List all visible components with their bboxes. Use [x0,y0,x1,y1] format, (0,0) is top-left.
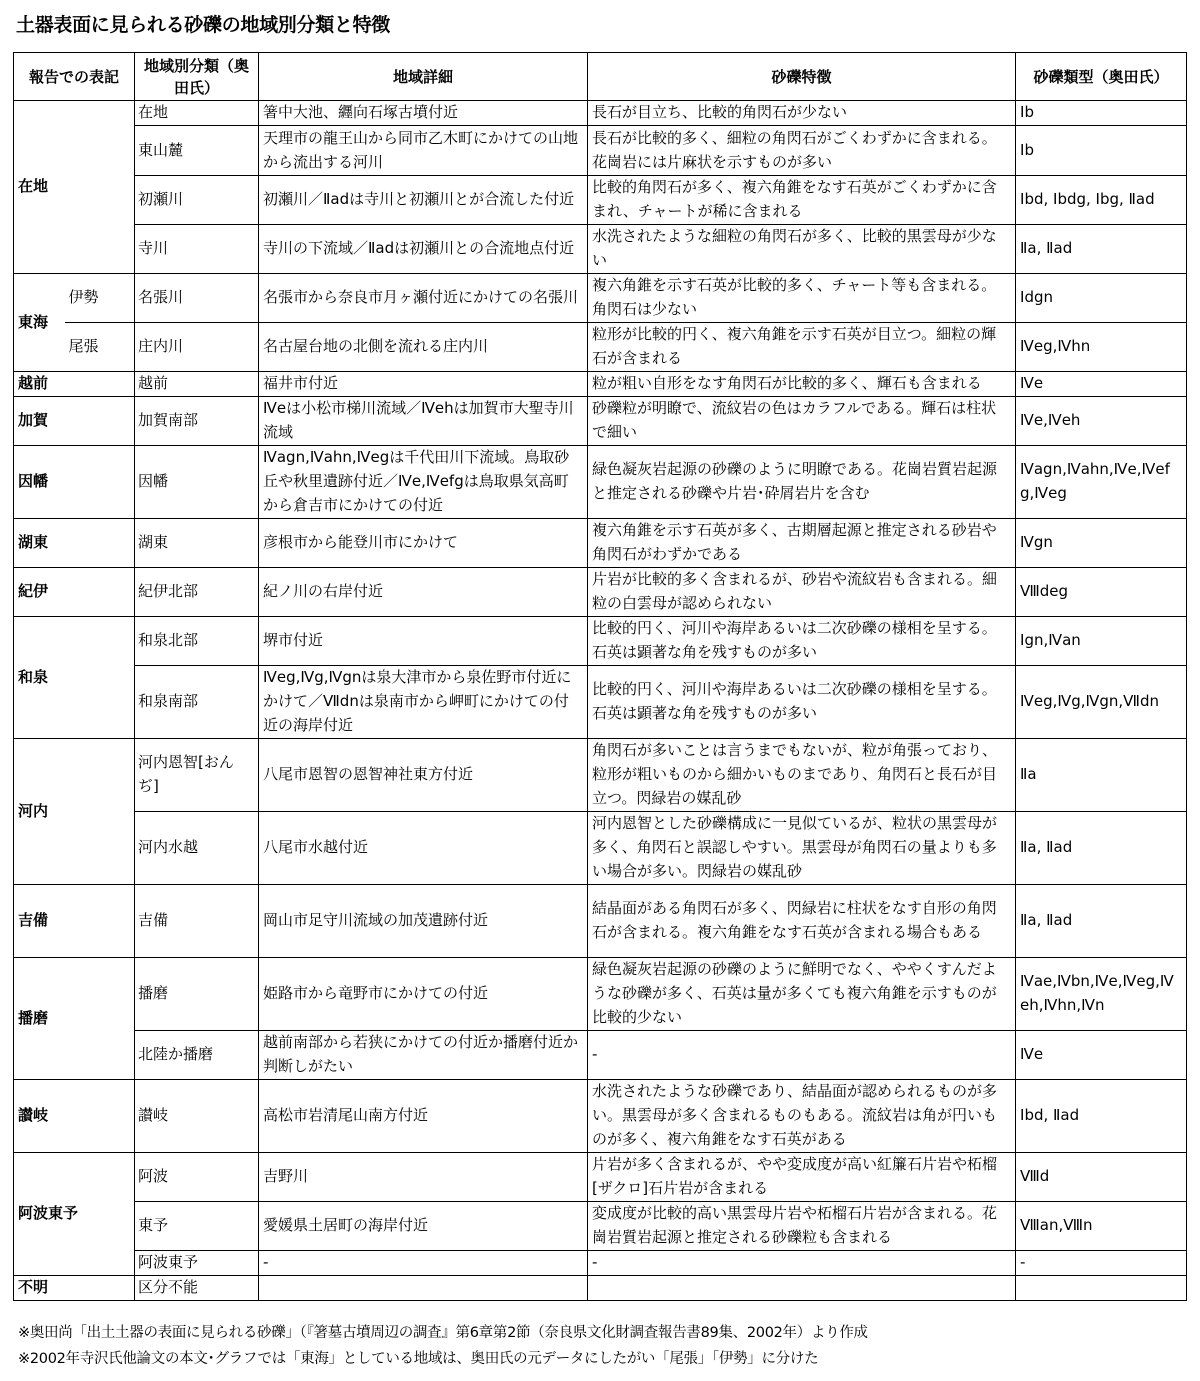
features-cell: 河内恩智とした砂礫構成に一見似ているが、粒状の黒雲母が多く、角閃石と誤認しやすい。黒雲母が角閃石の量よりも多い場合が多い。閃緑岩の媒乱砂 [588,812,1016,885]
features-cell: 複六角錐を示す石英が比較的多く、チャート等も含まれる。角閃石は少ない [588,274,1016,323]
classification-cell: 讃岐 [135,1080,259,1153]
report-label: 加賀 [14,397,135,446]
features-cell: 変成度が比較的高い黒雲母片岩や柘榴石片岩が含まれる。花崗岩質岩起源と推定される砂礫粒も含まれる [588,1202,1016,1251]
detail-cell: 天理市の龍王山から同市乙木町にかけての山地から流出する河川 [259,126,588,176]
classification-cell: 阿波 [135,1153,259,1202]
type-cell: Ⅳae,Ⅳbn,Ⅳe,Ⅳeg,Ⅳeh,Ⅳhn,Ⅳn [1016,958,1187,1031]
detail-cell: 愛媛県土居町の海岸付近 [259,1202,588,1251]
report-label: 因幡 [14,446,135,519]
type-cell: Ⅰb [1016,101,1187,126]
table-row [14,958,1187,1031]
table-row [14,225,1187,274]
type-cell: Ⅳeg,Ⅳg,Ⅳgn,Ⅶdn [1016,666,1187,739]
classification-cell: 東予 [135,1202,259,1251]
features-cell: 緑色凝灰岩起源の砂礫のように鮮明でなく、ややくすんだような砂礫が多く、石英は量が多くても複六角錐を示すものが比較的少ない [588,958,1016,1031]
report-label: 吉備 [14,885,135,958]
features-cell: 長石が目立ち、比較的角閃石が少ない [588,101,1016,126]
detail-cell: 紀ノ川の右岸付近 [259,568,588,617]
detail-cell: 八尾市水越付近 [259,812,588,885]
footnotes [18,1320,868,1372]
type-cell: Ⅷd [1016,1153,1187,1202]
classification-cell: 播磨 [135,958,259,1031]
classification-cell: 東山麓 [135,126,259,176]
type-cell: Ⅳe [1016,372,1187,397]
table-row [14,1276,1187,1301]
report-label: 在地 [14,101,135,274]
detail-cell: 箸中大池、纒向石塚古墳付近 [259,101,588,126]
detail-cell: 岡山市足守川流域の加茂遺跡付近 [259,885,588,958]
features-cell: 砂礫粒が明瞭で、流紋岩の色はカラフルである。輝石は柱状で細い [588,397,1016,446]
report-label: 紀伊 [14,568,135,617]
detail-cell: Ⅳeg,Ⅳg,Ⅳgnは泉大津市から泉佐野市付近にかけて／Ⅶdnは泉南市から岬町にかけての付近の海岸付近 [259,666,588,739]
type-cell: Ⅰb [1016,126,1187,176]
type-cell: Ⅱa, Ⅱad [1016,885,1187,958]
classification-cell: 初瀬川 [135,176,259,225]
features-cell [588,1276,1016,1301]
features-cell: 比較的角閃石が多く、複六角錐をなす石英がごくわずかに含まれ、チャートが稀に含まれる [588,176,1016,225]
detail-cell: 初瀬川／Ⅱadは寺川と初瀬川とが合流した付近 [259,176,588,225]
classification-cell: 河内恩智[おんぢ] [135,739,259,812]
type-cell: Ⅳe,Ⅳeh [1016,397,1187,446]
detail-cell: - [259,1251,588,1276]
classification-cell: 越前 [135,372,259,397]
table-row [14,666,1187,739]
type-cell: - [1016,1251,1187,1276]
features-cell: 結晶面がある角閃石が多く、閃緑岩に柱状をなす自形の角閃石が含まれる。複六角錐をなす石英が含まれる場合もある [588,885,1016,958]
header-report: 報告での表記 [14,53,135,101]
features-cell: 水洗されたような砂礫であり、結晶面が認められるものが多い。黒雲母が多く含まれるものもある。流紋岩は角が円いものが多く、複六角錐をなす石英がある [588,1080,1016,1153]
detail-cell: 彦根市から能登川市にかけて [259,519,588,568]
table-row [14,812,1187,885]
type-cell [1016,1276,1187,1301]
features-cell: 水洗されたような細粒の角閃石が多く、比較的黒雲母が少ない [588,225,1016,274]
table-row [14,1031,1187,1080]
features-cell: - [588,1251,1016,1276]
footnote-source: ※奥田尚「出土土器の表面に見られる砂礫」（『箸墓古墳周辺の調査』第6章第2節（奈良県文化財調査報告書89集、2002年）より作成 [18,1325,868,1341]
detail-cell: 福井市付近 [259,372,588,397]
detail-cell: 吉野川 [259,1153,588,1202]
type-cell: Ⅱa, Ⅱad [1016,812,1187,885]
classification-cell: 名張川 [135,274,259,323]
report-label: 河内 [14,739,135,885]
classification-cell: 庄内川 [135,323,259,372]
table-row [14,126,1187,176]
detail-cell: 寺川の下流域／Ⅱadは初瀬川との合流地点付近 [259,225,588,274]
detail-cell: 越前南部から若狭にかけての付近か播磨付近か判断しがたい [259,1031,588,1080]
classification-cell: 湖東 [135,519,259,568]
classification-cell: 和泉南部 [135,666,259,739]
detail-cell: Ⅳagn,Ⅳahn,Ⅳegは千代田川下流域。鳥取砂丘や秋里遺跡付近／Ⅳe,Ⅳefgは鳥取県気高町から倉吉市にかけての付近 [259,446,588,519]
report-label: 越前 [14,372,135,397]
table-row [14,739,1187,812]
classification-cell: 因幡 [135,446,259,519]
type-cell: Ⅳgn [1016,519,1187,568]
report-sublabel: 伊勢 [65,274,135,323]
features-cell: 粒形が比較的円く、複六角錐を示す石英が目立つ。細粒の輝石が含まれる [588,323,1016,372]
features-cell: 角閃石が多いことは言うまでもないが、粒が角張っており、粒形が粗いものから細かいものまであり、角閃石と長石が目立つ。閃緑岩の媒乱砂 [588,739,1016,812]
features-cell: 粒が粗い自形をなす角閃石が比較的多く、輝石も含まれる [588,372,1016,397]
table-row [14,176,1187,225]
report-sublabel: 尾張 [65,323,135,372]
table-row [14,568,1187,617]
classification-cell: 在地 [135,101,259,126]
classification-cell: 寺川 [135,225,259,274]
report-label: 播磨 [14,958,135,1080]
type-cell: Ⅱa, Ⅱad [1016,225,1187,274]
table-row [14,1202,1187,1251]
features-cell: - [588,1031,1016,1080]
table-header-row [14,53,1187,101]
classification-cell: 加賀南部 [135,397,259,446]
classification-cell: 和泉北部 [135,617,259,666]
table-row [14,274,1187,323]
classification-cell: 紀伊北部 [135,568,259,617]
table-row [14,101,1187,126]
features-cell: 比較的円く、河川や海岸あるいは二次砂礫の様相を呈する。石英は顕著な角を残すものが多い [588,666,1016,739]
report-label: 和泉 [14,617,135,739]
table-row [14,446,1187,519]
type-cell: Ⅷdeg [1016,568,1187,617]
report-label: 不明 [14,1276,135,1301]
features-cell: 緑色凝灰岩起源の砂礫のように明瞭である。花崗岩質岩起源と推定される砂礫や片岩･砕屑岩片を含む [588,446,1016,519]
table-row [14,885,1187,958]
detail-cell: 名張市から奈良市月ヶ瀬付近にかけての名張川 [259,274,588,323]
header-features: 砂礫特徴 [588,53,1016,101]
type-cell: Ⅱa [1016,739,1187,812]
page-title: 土器表面に見られる砂礫の地域別分類と特徴 [16,14,391,36]
features-cell: 片岩が多く含まれるが、やや変成度が高い紅簾石片岩や柘榴[ザクロ]石片岩が含まれる [588,1153,1016,1202]
classification-cell: 阿波東予 [135,1251,259,1276]
type-cell: Ⅷan,Ⅷn [1016,1202,1187,1251]
table-row [14,519,1187,568]
detail-cell [259,1276,588,1301]
detail-cell: 八尾市恩智の恩智神社東方付近 [259,739,588,812]
report-label: 東海 [14,274,65,372]
features-cell: 片岩が比較的多く含まれるが、砂岩や流紋岩も含まれる。細粒の白雲母が認められない [588,568,1016,617]
header-type: 砂礫類型（奥田氏） [1016,53,1187,101]
type-cell: Ⅰbd, Ⅱad [1016,1080,1187,1153]
features-cell: 複六角錐を示す石英が多く、古期層起源と推定される砂岩や角閃石がわずかである [588,519,1016,568]
report-label: 讃岐 [14,1080,135,1153]
table-row [14,1153,1187,1202]
classification-cell: 吉備 [135,885,259,958]
classification-cell: 区分不能 [135,1276,259,1301]
type-cell: Ⅰdgn [1016,274,1187,323]
table-row [14,397,1187,446]
table-row [14,617,1187,666]
features-cell: 長石が比較的多く、細粒の角閃石がごくわずかに含まれる。花崗岩には片麻状を示すものが多い [588,126,1016,176]
report-label: 湖東 [14,519,135,568]
detail-cell: Ⅳeは小松市梯川流域／Ⅳehは加賀市大聖寺川流域 [259,397,588,446]
header-classification: 地域別分類（奥田氏） [135,53,259,101]
report-label: 阿波東予 [14,1153,135,1276]
table-row [14,1080,1187,1153]
footnote-tokai: ※2002年寺沢氏他論文の本文･グラフでは「東海」としている地域は、奥田氏の元データにしたがい「尾張」「伊勢」に分けた [18,1351,819,1367]
classification-cell: 河内水越 [135,812,259,885]
detail-cell: 堺市付近 [259,617,588,666]
table-row [14,1251,1187,1276]
type-cell: Ⅰbd, Ⅰbdg, Ⅰbg, Ⅱad [1016,176,1187,225]
table-row [14,323,1187,372]
type-cell: Ⅳagn,Ⅳahn,Ⅳe,Ⅳefg,Ⅳeg [1016,446,1187,519]
type-cell: Ⅳe [1016,1031,1187,1080]
table-row [14,372,1187,397]
features-cell: 比較的円く、河川や海岸あるいは二次砂礫の様相を呈する。石英は顕著な角を残すものが多い [588,617,1016,666]
type-cell: Ⅰgn,Ⅳan [1016,617,1187,666]
classification-cell: 北陸か播磨 [135,1031,259,1080]
header-detail: 地域詳細 [259,53,588,101]
detail-cell: 名古屋台地の北側を流れる庄内川 [259,323,588,372]
detail-cell: 高松市岩清尾山南方付近 [259,1080,588,1153]
gravel-classification-table [13,52,1187,1301]
detail-cell: 姫路市から竜野市にかけての付近 [259,958,588,1031]
type-cell: Ⅳeg,Ⅳhn [1016,323,1187,372]
